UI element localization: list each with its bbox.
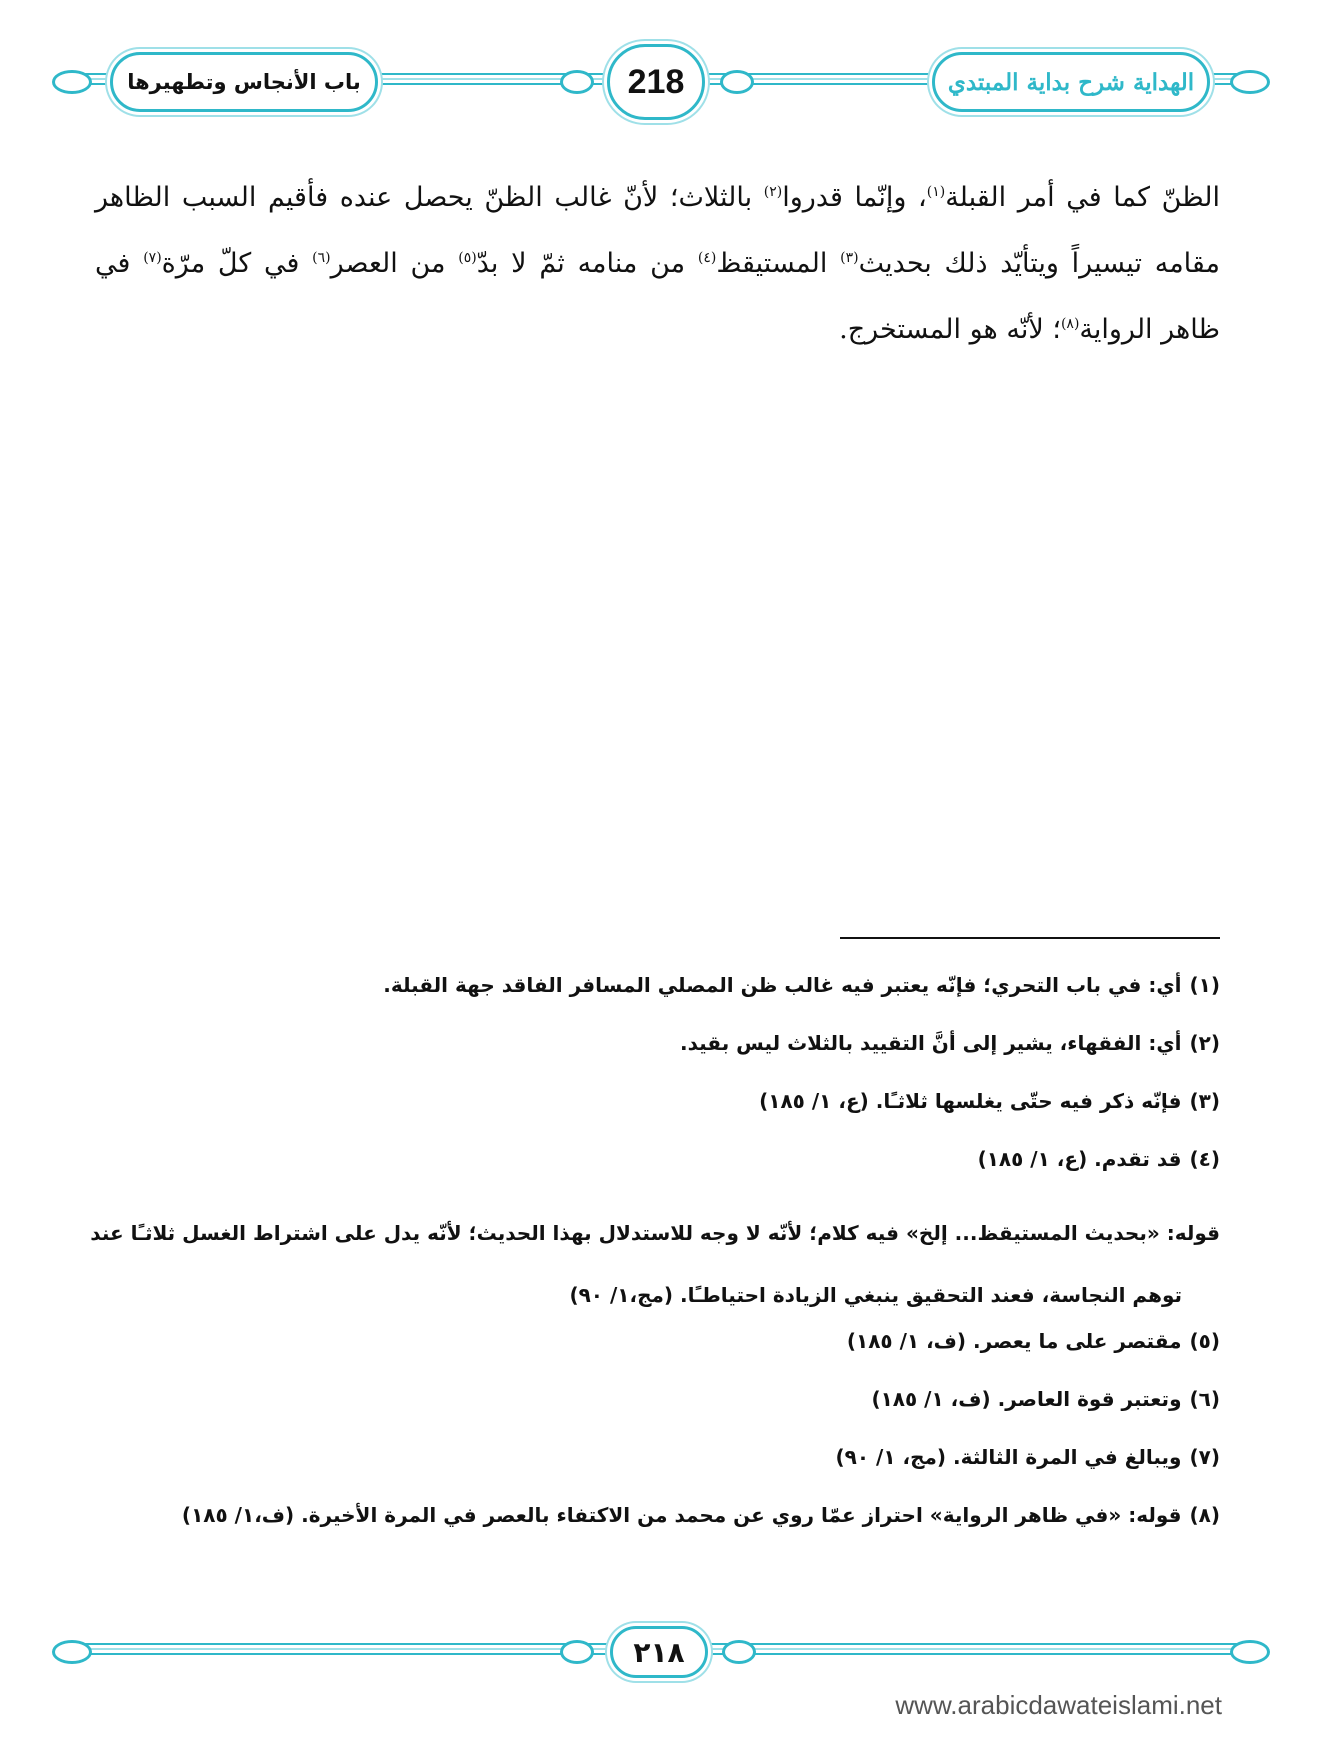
ornament-icon — [720, 70, 754, 94]
footnote-text: وتعتبر قوة العاصر. (ف، ١/ ١٨٥) — [871, 1387, 1182, 1411]
text-run: من منامه ثمّ لا بدّ — [476, 248, 698, 279]
text-run: بالثلاث؛ لأنّ غالب الظنّ يحصل عنده فأقيم السبب الظاهر مقامه تيسيراً ويتأيّد ذلك بحديث — [95, 182, 1221, 279]
footnote-marker[interactable]: (١) — [926, 184, 946, 200]
text-run: من العصر — [330, 248, 459, 279]
footnote-marker[interactable]: (٢) — [763, 184, 783, 200]
footnote-number: (٨) — [1189, 1503, 1220, 1527]
text-run: ، وإنّما قدروا — [782, 182, 927, 213]
footnote-8 — [90, 1500, 1220, 1558]
page-number: 218 — [627, 62, 685, 101]
footnote-text: أي: الفقهاء، يشير إلى أنَّ التقييد بالثلاث ليس بقيد. — [679, 1031, 1182, 1055]
footnote-separator — [840, 937, 1220, 939]
book-title: الهداية شرح بداية المبتدي — [947, 68, 1195, 96]
text-run: في ظاهر الرواية — [95, 248, 1220, 345]
footnote-marker[interactable]: (٥) — [458, 250, 477, 266]
footnote-1 — [90, 970, 1220, 1028]
ornament-icon — [52, 1640, 92, 1664]
footnote-number: (٢) — [1189, 1031, 1220, 1055]
footnote-marker[interactable]: (٨) — [1060, 316, 1080, 332]
footnote-marker[interactable]: (٧) — [143, 250, 162, 266]
book-title-capsule — [932, 52, 1210, 112]
footnote-text: فإنّه ذكر فيه حتّى يغلسها ثلاثـًا. (ع، ١/ ١٨٥) — [759, 1089, 1182, 1113]
website-url[interactable]: www.arabicdawateislami.net — [895, 1690, 1222, 1720]
footnote-number: (٤) — [1189, 1147, 1220, 1171]
footnote-comment — [90, 1202, 1220, 1326]
ornament-icon — [560, 70, 594, 94]
text-run: المستيقظ — [716, 248, 841, 279]
footer-page-capsule — [610, 1626, 708, 1678]
footnote-text: قوله: «في ظاهر الرواية» احتراز عمّا روي عن محمد من الاكتفاء بالعصر في المرة الأخيرة. (ف،١/ ١٨٥) — [181, 1503, 1182, 1527]
footnote-number: (٦) — [1189, 1387, 1220, 1411]
comment-text: قوله: «بحديث المستيقظ... إلخ» فيه كلام؛ لأنّه لا وجه للاستدلال بهذا الحديث؛ لأنّه يدل على اشتراط الغسل ثلاثـًا عند — [90, 1221, 1220, 1245]
footnote-number: (٣) — [1189, 1089, 1220, 1113]
footnote-number: (٥) — [1189, 1329, 1220, 1353]
chapter-title: باب الأنجاس وتطهيرها — [127, 70, 361, 94]
footer-rule-left — [60, 1643, 612, 1655]
ornament-icon — [1230, 70, 1270, 94]
footer-page-number: ٢١٨ — [633, 1635, 685, 1669]
footnote-number: (١) — [1189, 973, 1220, 997]
footnote-text: ويبالغ في المرة الثالثة. (مج، ١/ ٩٠) — [835, 1445, 1182, 1469]
text-run: ؛ لأنّه هو المستخرج. — [839, 314, 1061, 345]
footnote-4 — [90, 1144, 1220, 1202]
text-run: الظنّ كما في أمر القبلة — [945, 182, 1221, 213]
footnote-3 — [90, 1086, 1220, 1144]
footnote-marker[interactable]: (٦) — [312, 250, 331, 266]
page-header — [0, 0, 1320, 160]
ornament-icon — [722, 1640, 756, 1664]
main-paragraph — [95, 165, 1220, 363]
chapter-title-capsule — [110, 52, 378, 112]
footer-rule-right — [700, 1643, 1250, 1655]
footnote-7 — [90, 1442, 1220, 1500]
footnote-6 — [90, 1384, 1220, 1442]
comment-continuation: توهم النجاسة، فعند التحقيق ينبغي الزيادة احتياطـًا. (مج،١/ ٩٠) — [569, 1283, 1182, 1307]
footnote-marker[interactable]: (٤) — [697, 250, 717, 266]
main-text — [95, 165, 1220, 363]
footnotes — [90, 970, 1220, 1558]
footnote-number: (٧) — [1189, 1445, 1220, 1469]
ornament-icon — [1230, 1640, 1270, 1664]
footnote-marker[interactable]: (٣) — [840, 250, 859, 266]
footnote-5 — [90, 1326, 1220, 1384]
ornament-icon — [560, 1640, 594, 1664]
footnote-text: أي: في باب التحري؛ فإنّه يعتبر فيه غالب ظن المصلي المسافر الفاقد جهة القبلة. — [383, 973, 1182, 997]
footnote-2 — [90, 1028, 1220, 1086]
text-run: في كلّ مرّة — [161, 248, 313, 279]
ornament-icon — [52, 70, 92, 94]
page-number-capsule — [607, 44, 705, 120]
footnote-text: مقتصر على ما يعصر. (ف، ١/ ١٨٥) — [846, 1329, 1182, 1353]
footnote-text: قد تقدم. (ع، ١/ ١٨٥) — [977, 1147, 1182, 1171]
